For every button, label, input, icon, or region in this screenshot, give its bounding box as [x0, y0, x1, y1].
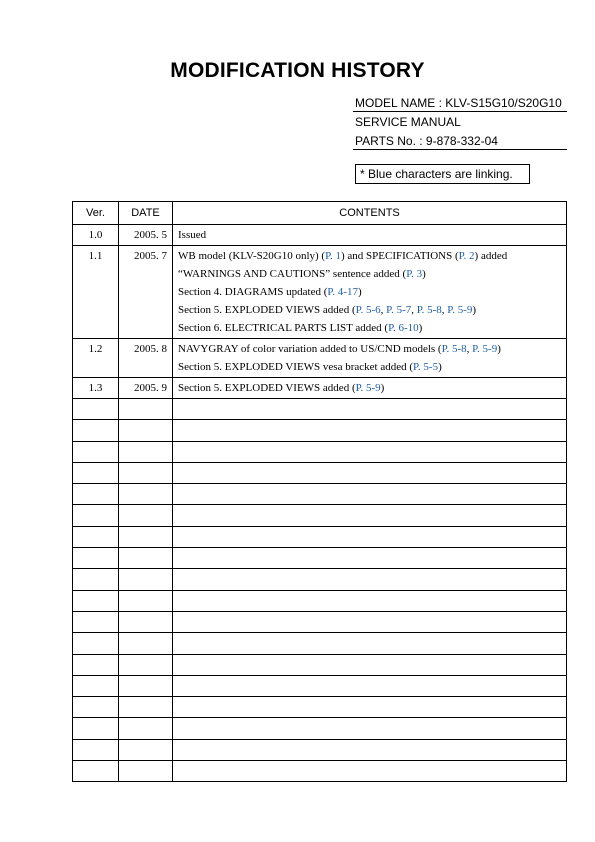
page-link[interactable]: P. 5-8: [416, 304, 442, 316]
empty-cell: [119, 484, 173, 505]
contents-text: ): [497, 343, 501, 355]
empty-cell: [73, 697, 119, 718]
empty-cell: [173, 441, 567, 462]
contents-text: ): [422, 268, 426, 280]
empty-cell: [173, 484, 567, 505]
empty-cell: [73, 484, 119, 505]
empty-table-row: [73, 739, 567, 760]
empty-table-row: [73, 675, 567, 696]
empty-cell: [173, 761, 567, 782]
contents-text: Section 5. EXPLODED VIEWS vesa bracket added (: [178, 361, 414, 373]
empty-cell: [119, 505, 173, 526]
table-header-row: [73, 202, 567, 225]
contents-text: WB model (KLV-S20G10 only) (: [178, 250, 326, 262]
contents-text: ,: [411, 304, 417, 316]
empty-table-row: [73, 590, 567, 611]
empty-cell: [173, 633, 567, 654]
contents-text: ,: [466, 343, 473, 355]
empty-cell: [173, 399, 567, 420]
empty-cell: [173, 590, 567, 611]
contents-cell: [173, 378, 567, 399]
version-text: 1.1: [88, 250, 103, 262]
empty-cell: [173, 569, 567, 590]
empty-table-row: [73, 484, 567, 505]
empty-cell: [119, 569, 173, 590]
version-cell: [73, 246, 119, 339]
empty-cell: [73, 739, 119, 760]
page-link[interactable]: P. 4-17: [327, 286, 358, 298]
contents-text: ) added: [474, 250, 508, 262]
empty-cell: [119, 548, 173, 569]
date-cell: [119, 378, 173, 399]
contents-line: [173, 340, 566, 358]
page-link[interactable]: P. 5-5: [413, 361, 439, 373]
date-text: 2005. 8: [134, 343, 167, 355]
page-link[interactable]: P. 3: [406, 268, 423, 280]
empty-cell: [73, 399, 119, 420]
contents-line: [173, 319, 566, 337]
table-row: [73, 246, 567, 339]
empty-cell: [73, 633, 119, 654]
empty-cell: [73, 675, 119, 696]
empty-cell: [173, 675, 567, 696]
service-manual-label: SERVICE MANUAL: [355, 115, 461, 129]
version-cell: [73, 378, 119, 399]
model-name: MODEL NAME : KLV-S15G10/S20G10: [353, 94, 567, 112]
empty-table-row: [73, 633, 567, 654]
empty-cell: [119, 611, 173, 632]
empty-table-row: [73, 718, 567, 739]
empty-cell: [119, 761, 173, 782]
empty-cell: [73, 590, 119, 611]
empty-cell: [73, 505, 119, 526]
empty-cell: [173, 548, 567, 569]
empty-table-row: [73, 569, 567, 590]
empty-cell: [119, 633, 173, 654]
contents-line: [173, 247, 566, 265]
page-link[interactable]: P. 5-9: [447, 304, 473, 316]
empty-cell: [73, 420, 119, 441]
date-cell: [119, 225, 173, 246]
contents-text: Section 6. ELECTRICAL PARTS LIST added (: [178, 322, 389, 334]
page-link[interactable]: P. 5-7: [386, 304, 412, 316]
page-link[interactable]: P. 5-6: [355, 304, 381, 316]
empty-cell: [73, 441, 119, 462]
link-note: * Blue characters are linking.: [355, 164, 530, 184]
version-text: 1.2: [88, 343, 103, 355]
contents-text: Section 4. DIAGRAMS updated (: [178, 286, 328, 298]
header-contents: CONTENTS: [173, 202, 567, 225]
empty-cell: [73, 718, 119, 739]
empty-cell: [73, 526, 119, 547]
empty-cell: [73, 569, 119, 590]
version-text: 1.3: [88, 382, 103, 394]
contents-line: [173, 283, 566, 301]
header-date: DATE: [119, 202, 173, 225]
empty-cell: [73, 761, 119, 782]
table-row: [73, 339, 567, 378]
empty-cell: [119, 399, 173, 420]
table-body: [73, 225, 567, 782]
contents-text: ): [380, 382, 385, 394]
page-link[interactable]: P. 5-8: [441, 343, 467, 355]
empty-table-row: [73, 761, 567, 782]
page-title: MODIFICATION HISTORY: [170, 59, 425, 82]
contents-text: ): [438, 361, 442, 373]
empty-cell: [73, 611, 119, 632]
empty-table-row: [73, 611, 567, 632]
empty-cell: [119, 718, 173, 739]
empty-table-row: [73, 697, 567, 718]
empty-table-row: [73, 420, 567, 441]
empty-cell: [73, 462, 119, 483]
contents-line: [173, 265, 566, 283]
contents-cell: [173, 246, 567, 339]
empty-cell: [119, 462, 173, 483]
version-cell: [73, 339, 119, 378]
contents-text: ,: [441, 304, 448, 316]
date-text: 2005. 7: [134, 250, 167, 262]
page-link[interactable]: P. 5-9: [472, 343, 498, 355]
contents-line: [173, 358, 566, 376]
empty-cell: [173, 718, 567, 739]
empty-cell: [173, 654, 567, 675]
date-cell: [119, 339, 173, 378]
empty-table-row: [73, 441, 567, 462]
empty-table-row: [73, 526, 567, 547]
contents-cell: [173, 225, 567, 246]
page-link[interactable]: P. 6-10: [388, 322, 419, 334]
empty-cell: [119, 420, 173, 441]
empty-cell: [119, 654, 173, 675]
empty-table-row: [73, 654, 567, 675]
contents-text: ): [357, 286, 362, 298]
contents-text: NAVYGRAY of color variation added to US/CND models (: [178, 343, 442, 355]
date-text: 2005. 9: [134, 382, 167, 394]
version-cell: [73, 225, 119, 246]
empty-cell: [119, 675, 173, 696]
empty-cell: [173, 420, 567, 441]
empty-cell: [173, 611, 567, 632]
page-link[interactable]: P. 2: [458, 250, 475, 262]
contents-text: ) and SPECIFICATIONS (: [340, 250, 459, 262]
contents-text: “WARNINGS AND CAUTIONS” sentence added (: [178, 268, 407, 280]
contents-cell: [173, 339, 567, 378]
contents-text: Section 5. EXPLODED VIEWS added (: [178, 382, 356, 394]
empty-cell: [119, 526, 173, 547]
empty-table-row: [73, 548, 567, 569]
contents-text: ): [418, 322, 423, 334]
empty-cell: [119, 441, 173, 462]
empty-cell: [173, 697, 567, 718]
empty-cell: [173, 739, 567, 760]
page-link[interactable]: P. 5-9: [355, 382, 381, 394]
contents-line: [173, 379, 566, 397]
empty-cell: [119, 590, 173, 611]
empty-cell: [173, 526, 567, 547]
page-link[interactable]: P. 1: [325, 250, 341, 262]
date-text: 2005. 5: [134, 229, 167, 241]
contents-line: [173, 301, 566, 319]
empty-cell: [119, 697, 173, 718]
empty-cell: [73, 654, 119, 675]
version-text: 1.0: [88, 229, 103, 241]
contents-text: ): [472, 304, 477, 316]
contents-line: [173, 226, 566, 244]
table-row: [73, 225, 567, 246]
empty-cell: [173, 462, 567, 483]
empty-cell: [73, 548, 119, 569]
empty-table-row: [73, 462, 567, 483]
empty-cell: [173, 505, 567, 526]
table-row: [73, 378, 567, 399]
empty-cell: [119, 739, 173, 760]
contents-text: ,: [380, 304, 387, 316]
contents-text: Issued: [178, 229, 207, 241]
modification-history-table: [72, 201, 567, 782]
contents-text: Section 5. EXPLODED VIEWS added (: [178, 304, 356, 316]
parts-number: PARTS No. : 9-878-332-04: [353, 132, 567, 150]
header-ver: Ver.: [73, 202, 119, 225]
date-cell: [119, 246, 173, 339]
empty-table-row: [73, 399, 567, 420]
empty-table-row: [73, 505, 567, 526]
